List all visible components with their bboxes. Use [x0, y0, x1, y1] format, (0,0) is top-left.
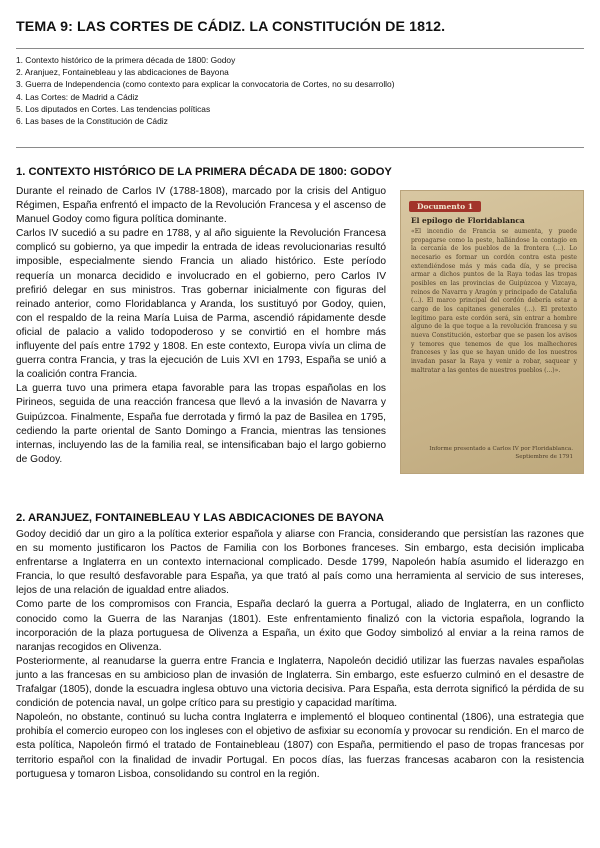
- document-quote: «El incendio de Francia se aumenta, y puede propagarse como la peste, hallándose la contagio en la cercanía de los pueblos de la frontera (...). Lo necesario es formar un cordón contra esta peste extendiéndose más y más cada día, y se precisa armar a dichos puntos de la Raya todas las tropas posibles en las provincias de Guipúzcoa y Vizcaya, reinos de Navarra y Aragón y principado de Cataluña (...). El marco principal del cordón debería estar a cargo de los capitanes generales (...). El pretexto legítimo para este cordón será, sin entrar a hombre alguno de la que toque a la revolución francesa y su nueva Constitución, estorbar que se pasen los avisos y temores que tenemos de que los malhechores franceses y las que se hayan unido de los nuestros invadan pasar la Raya y venir a robar, saquear y maltratar a las gentes de nuestros pueblos (...)».: [411, 228, 577, 374]
- historical-document-image: [400, 190, 584, 474]
- paragraph: La guerra tuvo una primera etapa favorable para las tropas españolas en los Pirineos, seguida de una reacción francesa que llevó a la invasión de Navarra y Guipúzcoa. Finalmente, España fue derrotada y firmó la paz de Basilea en 1795, cediendo la parte oriental de Santo Domingo a Francia, mientras las tensiones internas, incluyendo las de la familia real, se intensificaban bajo el largo gobierno de Godoy.: [16, 383, 386, 465]
- table-of-contents: [16, 54, 584, 127]
- page-title: TEMA 9: LAS CORTES DE CÁDIZ. LA CONSTITUCIÓN DE 1812.: [16, 19, 446, 35]
- section-1-heading: 1. CONTEXTO HISTÓRICO DE LA PRIMERA DÉCADA DE 1800: GODOY: [16, 166, 392, 178]
- document-caption: Informe presentado a Carlos IV por Floridablanca. Septiembre de 1791: [429, 446, 573, 460]
- toc-item: 1. Contexto histórico de la primera década de 1800: Godoy: [16, 55, 236, 65]
- divider: [16, 48, 584, 49]
- paragraph: Posteriormente, al reanudarse la guerra entre Francia e Inglaterra, Napoleón decidió utilizar las fuerzas navales españolas junto a las francesas en su ambicioso plan de invasión de Inglaterra. Sin embargo, este esfuerzo culminó en el desastre de Trafalgar (1805), donde la escuadra inglesa obtuvo una victoria decisiva. Para España, esta derrota significó la pérdida de su condición de potencia naval, un golpe crítico para su prestigio y capacidad marítima.: [16, 655, 584, 710]
- paragraph: Durante el reinado de Carlos IV (1788-1808), marcado por la crisis del Antiguo Régimen, España enfrentó el impacto de la Revolución Francesa y el ascenso de Manuel Godoy como figura política dominante.: [16, 186, 386, 226]
- section-2-body: [16, 528, 584, 782]
- toc-item: 6. Las bases de la Constitución de Cádiz: [16, 116, 168, 127]
- toc-item: 5. Los diputados en Cortes. Las tendencias políticas: [16, 103, 211, 114]
- divider: [16, 147, 584, 148]
- paragraph: Napoleón, no obstante, continuó su lucha contra Inglaterra e implementó el bloqueo continental (1806), una estrategia que prohibía el comercio europeo con los ingleses con el objetivo de asfixiar su economía y provocar su rendición. En el marco de esta política, Napoleón firmó el tratado de Fontainebleau (1807) con España, permitiendo el paso de tropas francesas por territorio español con la finalidad de invadir Portugal. En pocos días, las fuerzas francesas acabaron con la resistencia portuguesa y tomaron Lisboa, consolidando su control en la región.: [16, 712, 584, 780]
- paragraph: Carlos IV sucedió a su padre en 1788, y al año siguiente la Revolución Francesa complicó su gobierno, ya que impedir la entrada de ideas revolucionarias resultó imposible, especialmente siendo Francia un aliado histórico. Este período requería un monarca decidido e involucrado en el gobierno, pero Carlos IV prefirió delegar en sus ministros. Tras gobernar inicialmente con figuras del reinado anterior, como Floridablanca y Aranda, los sustituyó por Godoy, quien, con el respaldo de la reina María Luisa de Parma, ascendió rápidamente desde oficial de palacio a valido todopoderoso y se convirtió en el hombre más influyente del país entre 1792 y 1808. En este contexto, Europa vivía un clima de guerra contra Francia, y tras la ejecución de Luis XVI en 1793, España se unió a la coalición contra Francia.: [16, 228, 386, 381]
- document-tag: Documento 1: [409, 201, 481, 212]
- section-1-body: [16, 185, 386, 467]
- paragraph: Godoy decidió dar un giro a la política exterior española y aliarse con Francia, considerando que persistían las razones que en su momento justificaron los Pactos de Familia con los Borbones franceses. Sin embargo, esta decisión implicaba enfrentarse a Inglaterra en un contexto internacional complicado. Desde 1799, Napoleón había asumido el liderazgo en Francia, lo que resultó desfavorable para España, ya que trató al país como una herramienta al servicio de sus intereses, lejos de una relación de igualdad entre aliados.: [16, 529, 584, 597]
- document-heading: El epílogo de Floridablanca: [411, 216, 525, 225]
- paragraph: Como parte de los compromisos con Francia, España declaró la guerra a Portugal, aliado de Inglaterra, en un conflicto conocido como la Guerra de las Naranjas (1801). Este enfrentamiento finalizó con la victoria española, logrando la incorporación de la plaza portuguesa de Olivenza a España, un éxito que Godoy simbolizó al enviar a la reina ramos de naranjas recogidos en Olivenza.: [16, 599, 584, 653]
- section-2-heading: 2. ARANJUEZ, FONTAINEBLEAU Y LAS ABDICACIONES DE BAYONA: [16, 512, 384, 524]
- toc-item: 4. Las Cortes: de Madrid a Cádiz: [16, 91, 139, 102]
- toc-item: 2. Aranjuez, Fontainebleau y las abdicaciones de Bayona: [16, 67, 229, 78]
- toc-item: 3. Guerra de Independencia (como contexto para explicar la convocatoria de Cortes, no su desarrollo): [16, 79, 395, 90]
